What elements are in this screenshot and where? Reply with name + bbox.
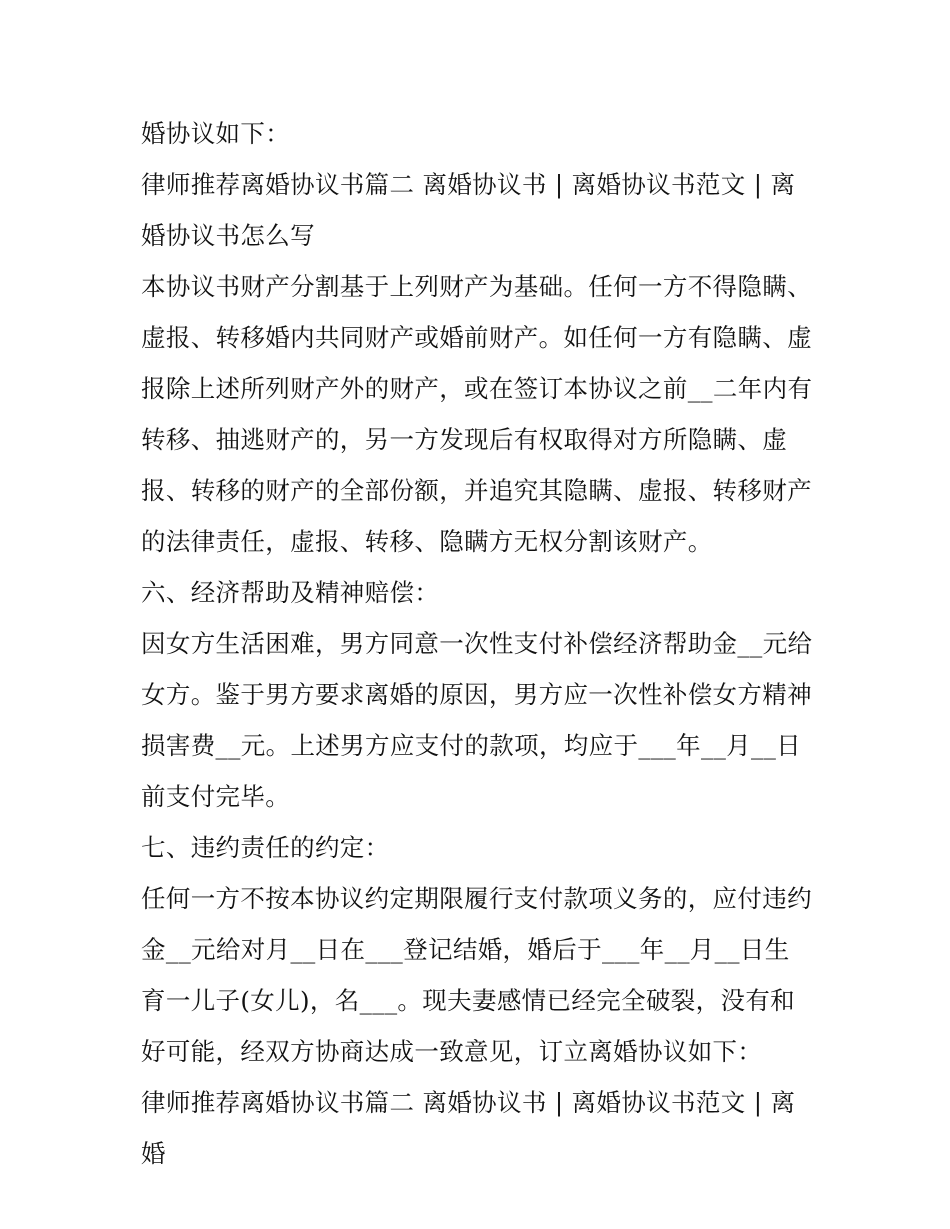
document-body — [141, 108, 813, 1179]
section-heading-economic-aid: 六、经济帮助及精神赔偿： — [141, 578, 440, 607]
paragraph-lawyer-recommendation-heading: 律师推荐离婚协议书篇二 离婚协议书 | 离婚协议书范文 | 离婚协议书怎么写 — [141, 170, 796, 250]
paragraph-agreement-intro-end: 婚协议如下： — [141, 119, 291, 148]
paragraph-lawyer-recommendation-heading-repeat: 律师推荐离婚协议书篇二 离婚协议书 | 离婚协议书范文 | 离婚 — [141, 1088, 796, 1168]
paragraph-economic-aid: 因女方生活困难，男方同意一次性支付补偿经济帮助金__元给女方。鉴于男方要求离婚的原因，男方应一次性补偿女方精神损害费__元。上述男方应支付的款项，均应于___年__月__日前支付完毕。 — [141, 629, 813, 811]
paragraph-property-division: 本协议书财产分割基于上列财产为基础。任何一方不得隐瞒、虚报、转移婚内共同财产或婚前财产。如任何一方有隐瞒、虚报除上述所列财产外的财产，或在签订本协议之前__二年内有转移、抽逃财产的，另一方发现后有权取得对方所隐瞒、虚报、转移的财产的全部份额，并追究其隐瞒、虚报、转移财产的法律责任，虚报、转移、隐瞒方无权分割该财产。 — [141, 272, 813, 556]
section-heading-breach-liability: 七、违约责任的约定： — [141, 833, 390, 862]
paragraph-breach-liability: 任何一方不按本协议约定期限履行支付款项义务的，应付违约金__元给对月__日在___登记结婚，婚后于___年__月__日生育一儿子(女儿)，名___。现夫妻感情已经完全破裂，没有和好可能，经双方协商达成一致意见，订立离婚协议如下： — [141, 884, 812, 1066]
